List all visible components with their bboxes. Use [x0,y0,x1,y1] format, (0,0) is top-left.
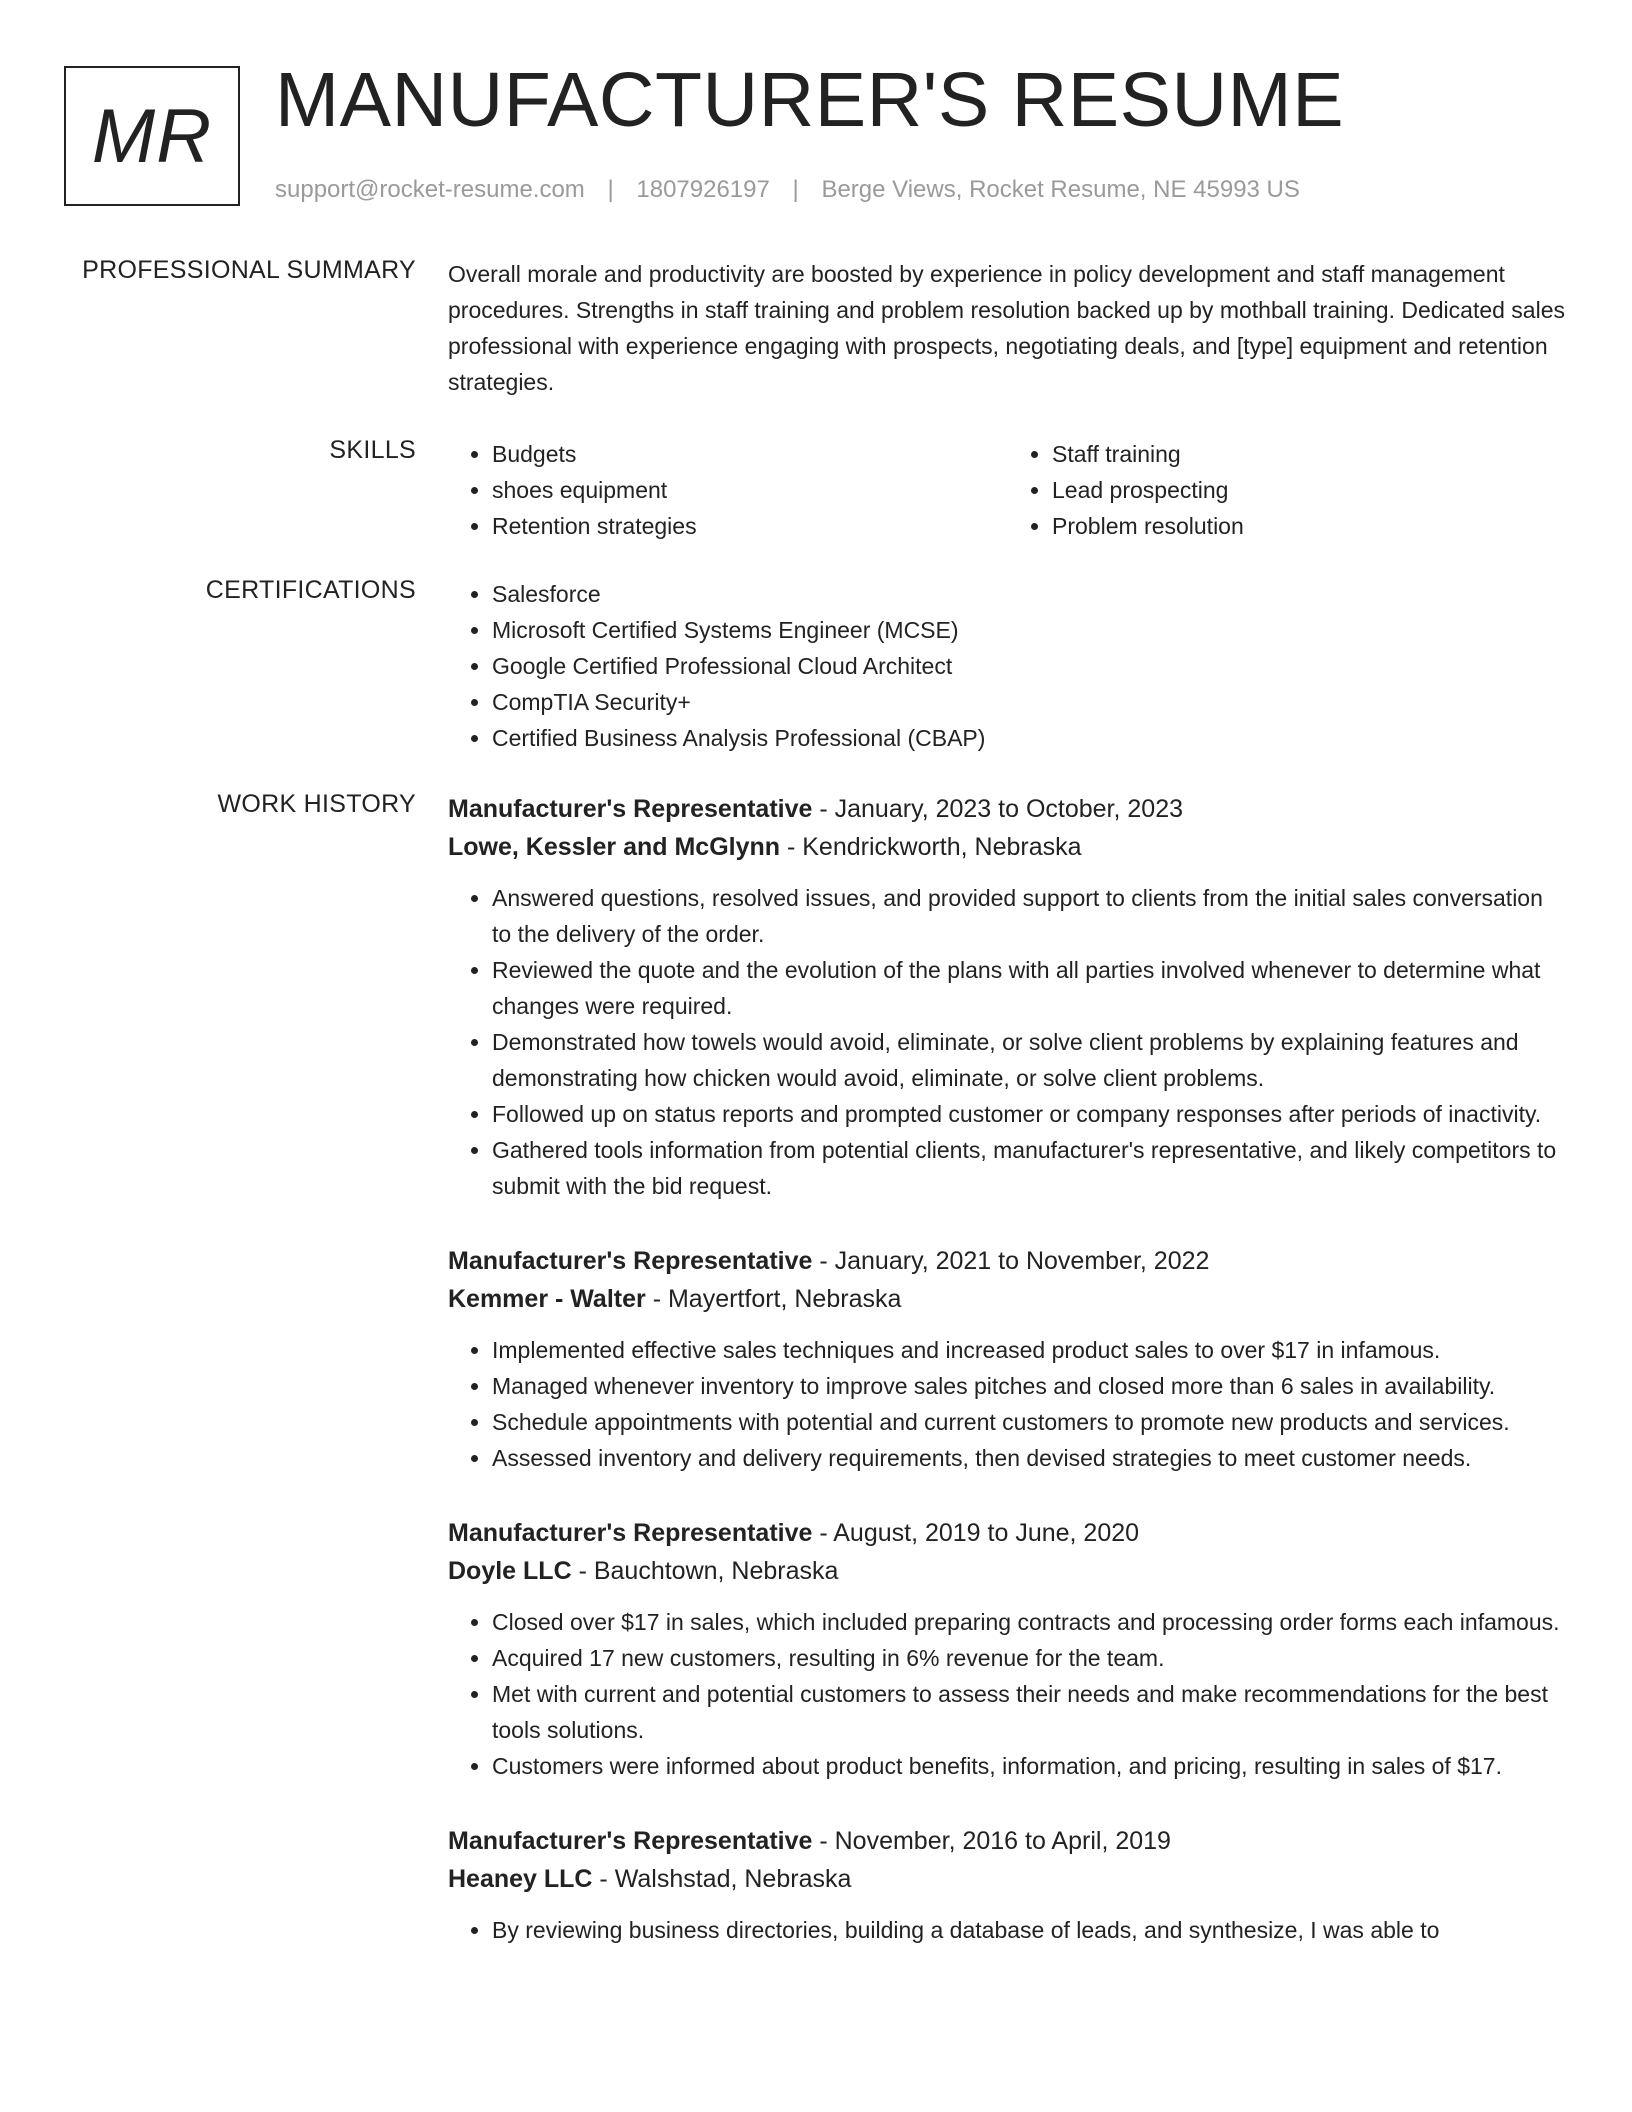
skills-list-left [448,436,1008,544]
job-bullets [448,1332,1568,1476]
job-company-line [448,828,1568,866]
job-title-line [448,1514,1568,1552]
job-title: Manufacturer's Representative [448,795,813,823]
job-entry [448,1242,1568,1476]
section-label-skills: SKILLS [329,436,416,464]
work-history-body [448,790,1568,1986]
certification-item: • Certified Business Analysis Professional (CBAP) [492,720,1568,756]
skill-item: • shoes equipment [492,472,1008,508]
job-bullet: • Demonstrated how towels would avoid, eliminate, or solve client problems by explaining features and demonstrating how chicken would avoid, eliminate, or solve client problems. [492,1024,1568,1096]
skill-item: • Lead prospecting [1052,472,1568,508]
monogram-box [64,66,240,206]
contact-separator: | [607,176,614,203]
job-entry [448,790,1568,1204]
skill-item: • Staff training [1052,436,1568,472]
job-bullet: • Implemented effective sales techniques and increased product sales to over $17 in infamous. [492,1332,1568,1368]
job-bullet: • Answered questions, resolved issues, and provided support to clients from the initial sales conversation to the delivery of the order. [492,880,1568,952]
job-location: - Kendrickworth, Nebraska [780,833,1082,861]
job-bullet: • Assessed inventory and delivery requirements, then devised strategies to meet customer needs. [492,1440,1568,1476]
job-entry [448,1822,1568,1948]
job-bullets [448,1604,1568,1784]
job-company: Kemmer - Walter [448,1285,646,1313]
job-company: Doyle LLC [448,1557,572,1585]
job-bullet: • Gathered tools information from potential clients, manufacturer's representative, and likely competitors to submit with the bid request. [492,1132,1568,1204]
summary-body [448,256,1568,400]
certifications-body [448,576,1568,756]
contact-email: support@rocket-resume.com [275,176,585,203]
job-bullet: • Followed up on status reports and prompted customer or company responses after periods of inactivity. [492,1096,1568,1132]
skill-item: • Problem resolution [1052,508,1568,544]
job-bullet: • Closed over $17 in sales, which included preparing contracts and processing order forms each infamous. [492,1604,1568,1640]
job-location: - Bauchtown, Nebraska [571,1557,839,1585]
contact-phone: 1807926197 [636,176,770,203]
job-bullet: • Managed whenever inventory to improve sales pitches and closed more than 6 sales in availability. [492,1368,1568,1404]
job-title: Manufacturer's Representative [448,1519,813,1547]
job-bullet: • Schedule appointments with potential and current customers to promote new products and services. [492,1404,1568,1440]
job-title: Manufacturer's Representative [448,1827,813,1855]
job-dates: - January, 2021 to November, 2022 [812,1247,1210,1275]
job-title-line [448,1822,1568,1860]
contact-separator: | [792,176,799,203]
job-bullets [448,1912,1568,1948]
job-title-line [448,790,1568,828]
job-bullet: • Met with current and potential customers to assess their needs and make recommendations for the best tools solutions. [492,1676,1568,1748]
section-label-certifications: CERTIFICATIONS [205,576,416,604]
skills-list-right [1008,436,1568,544]
job-bullet: • By reviewing business directories, building a database of leads, and synthesize, I was able to [492,1912,1568,1948]
job-bullet: • Customers were informed about product benefits, information, and pricing, resulting in sales of $17. [492,1748,1568,1784]
job-company-line [448,1280,1568,1318]
certification-item: • Salesforce [492,576,1568,612]
job-title-line [448,1242,1568,1280]
skills-body [448,436,1568,544]
certification-item: • Microsoft Certified Systems Engineer (MCSE) [492,612,1568,648]
certification-item: • CompTIA Security+ [492,684,1568,720]
job-company-line [448,1552,1568,1590]
contact-address: Berge Views, Rocket Resume, NE 45993 US [821,176,1300,203]
job-company: Heaney LLC [448,1865,593,1893]
job-entry [448,1514,1568,1784]
section-label-summary: PROFESSIONAL SUMMARY [82,256,416,284]
certifications-list [448,576,1568,756]
job-location: - Mayertfort, Nebraska [645,1285,902,1313]
job-bullet: • Reviewed the quote and the evolution of the plans with all parties involved whenever to determine what changes were required. [492,952,1568,1024]
skill-item: • Budgets [492,436,1008,472]
resume-title: MANUFACTURER'S RESUME [275,57,1345,143]
job-title: Manufacturer's Representative [448,1247,813,1275]
job-company-line [448,1860,1568,1898]
contact-line [275,176,1300,204]
job-dates: - January, 2023 to October, 2023 [812,795,1184,823]
job-bullet: • Acquired 17 new customers, resulting in 6% revenue for the team. [492,1640,1568,1676]
job-dates: - August, 2019 to June, 2020 [812,1519,1140,1547]
certification-item: • Google Certified Professional Cloud Architect [492,648,1568,684]
section-label-work-history: WORK HISTORY [217,790,416,818]
skill-item: • Retention strategies [492,508,1008,544]
job-location: - Walshstad, Nebraska [592,1865,852,1893]
job-dates: - November, 2016 to April, 2019 [812,1827,1171,1855]
summary-text: Overall morale and productivity are boosted by experience in policy development and staff management procedures. Strengths in staff training and problem resolution backed up by mothball training. Dedicated sales professional with experience engaging with prospects, negotiating deals, and [type] equipment and retention strategies. [448,261,1566,395]
job-bullets [448,880,1568,1204]
monogram-initials: MR [91,93,213,179]
job-company: Lowe, Kessler and McGlynn [448,833,781,861]
